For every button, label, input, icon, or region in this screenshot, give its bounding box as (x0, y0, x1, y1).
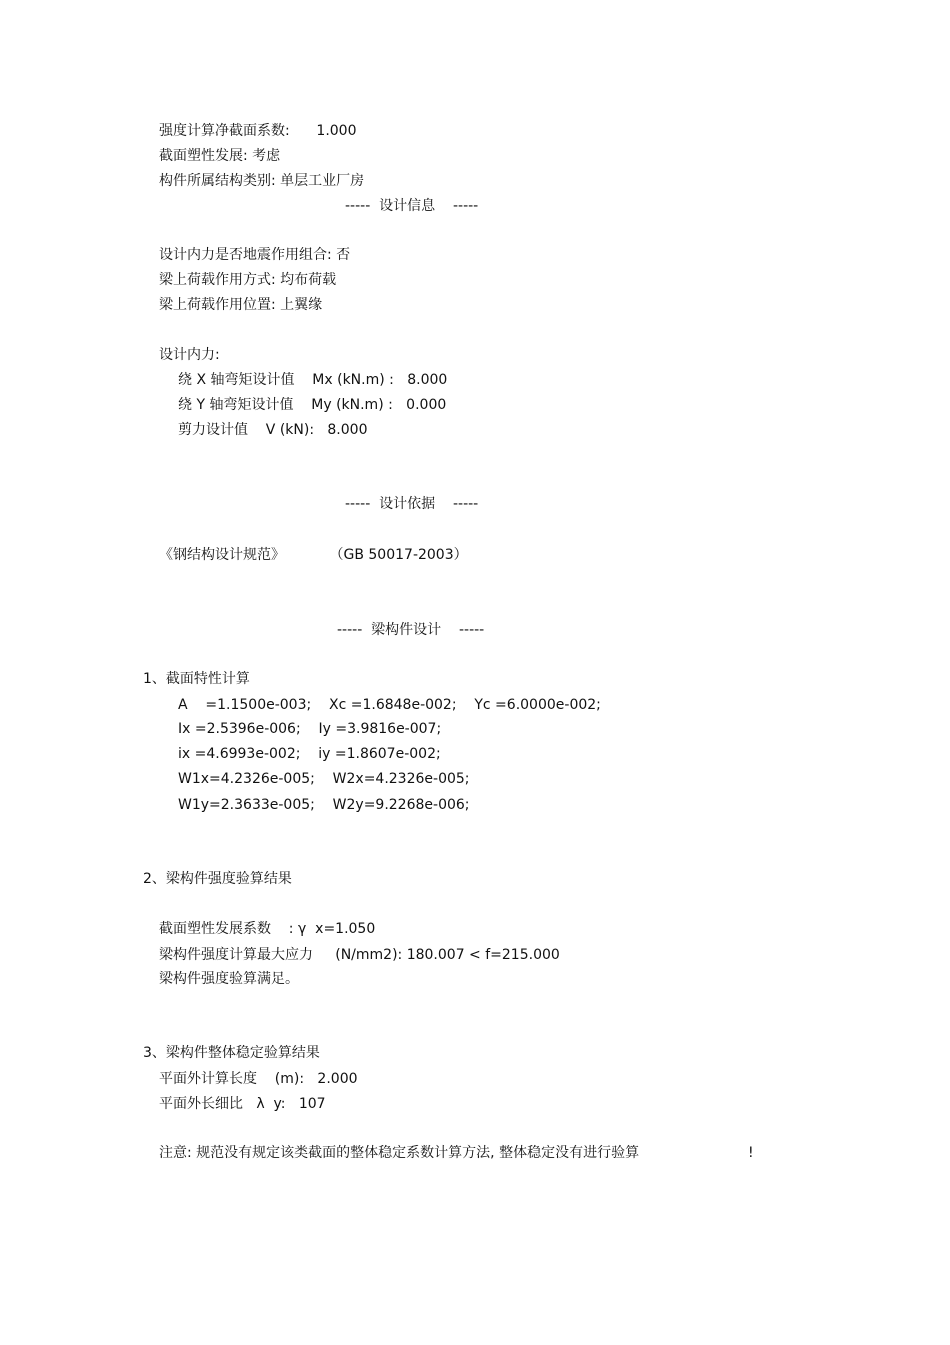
section3-title: 3、梁构件整体稳定验算结果 (143, 1045, 320, 1061)
section1-title: 1、截面特性计算 (143, 671, 250, 687)
out-of-plane-length: 平面外计算长度 (m): 2.000 (159, 1071, 358, 1087)
stability-note: 注意: 规范没有规定该类截面的整体稳定系数计算方法, 整体稳定没有进行验算 (159, 1145, 640, 1161)
max-stress: 梁构件强度计算最大应力 (N/mm2): 180.007 < f=215.000 (159, 947, 560, 963)
section-props-line-3: ix =4.6993e-002; iy =1.8607e-002; (178, 746, 441, 762)
stability-note-mark: ! (748, 1145, 754, 1161)
strength-result: 梁构件强度验算满足。 (159, 971, 299, 987)
net-section-coef: 强度计算净截面系数: 1.000 (159, 123, 357, 139)
section-props-line-4: W1x=4.2326e-005; W2x=4.2326e-005; (178, 771, 470, 787)
section-props-line-2: Ix =2.5396e-006; Iy =3.9816e-007; (178, 721, 442, 737)
moment-y: 绕 Y 轴弯矩设计值 My (kN.m) : 0.000 (178, 397, 447, 413)
section-props-line-5: W1y=2.3633e-005; W2y=9.2268e-006; (178, 797, 470, 813)
moment-x: 绕 X 轴弯矩设计值 Mx (kN.m) : 8.000 (178, 372, 448, 388)
plastic-coef: 截面塑性发展系数 : γ x=1.050 (159, 921, 376, 937)
section2-title: 2、梁构件强度验算结果 (143, 871, 292, 887)
load-position: 梁上荷载作用位置: 上翼缘 (159, 297, 323, 313)
slenderness-ratio: 平面外长细比 λ y: 107 (159, 1096, 326, 1112)
shear-force: 剪力设计值 V (kN): 8.000 (178, 422, 368, 438)
design-forces-title: 设计内力: (159, 347, 220, 363)
section-props-line-1: A =1.1500e-003; Xc =1.6848e-002; Yc =6.0000e-002; (178, 697, 601, 713)
load-mode: 梁上荷载作用方式: 均布荷载 (159, 272, 337, 288)
plastic-development: 截面塑性发展: 考虑 (159, 148, 281, 164)
seismic-combination: 设计内力是否地震作用组合: 否 (159, 247, 351, 263)
structure-type: 构件所属结构类别: 单层工业厂房 (159, 173, 365, 189)
design-code: 《钢结构设计规范》 （GB 50017-2003） (159, 547, 468, 563)
design-basis-heading: ----- 设计依据 ----- (345, 496, 479, 512)
design-info-heading: ----- 设计信息 ----- (345, 198, 479, 214)
beam-design-heading: ----- 梁构件设计 ----- (337, 622, 485, 638)
